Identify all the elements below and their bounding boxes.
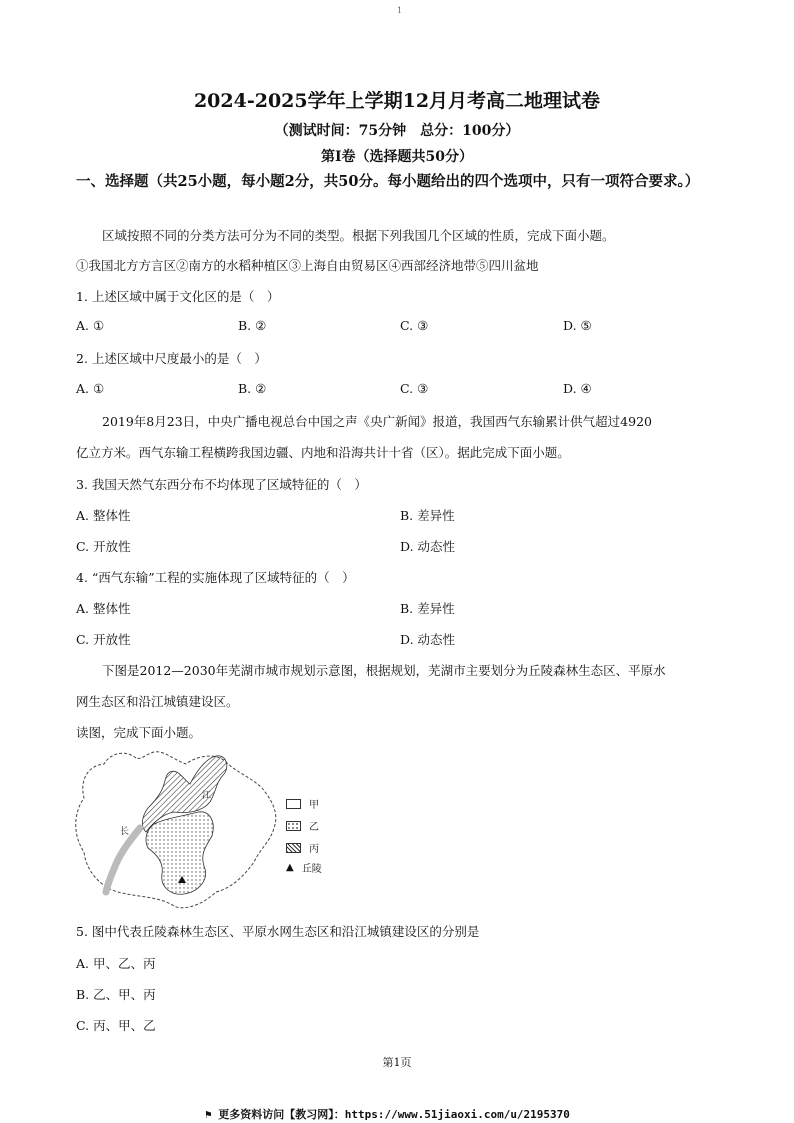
question-5-option-c[interactable]: C. 丙、甲、乙: [76, 1018, 156, 1033]
legend-swatch-hatched: [286, 843, 301, 853]
legend-label: 丘陵: [301, 864, 322, 875]
question-2-option-c[interactable]: C. ③: [400, 381, 429, 396]
question-2-option-d[interactable]: D. ④: [563, 381, 592, 396]
question-1-option-a[interactable]: A. ①: [76, 318, 105, 333]
question-3-stem: 3. 我国天然气东西分布不均体现了区域特征的（ ）: [76, 477, 367, 492]
question-3-option-d[interactable]: D. 动态性: [400, 539, 456, 554]
page-top-mark: 1: [397, 6, 403, 15]
footer-link-text[interactable]: 更多资料访问【教习网】：https://www.51jiaoxi.com/u/2195370: [218, 1108, 570, 1121]
legend-item-bing: [286, 840, 319, 855]
question-2-option-a[interactable]: A. ①: [76, 381, 105, 396]
yangtze-river: [106, 828, 140, 892]
question-1-option-c[interactable]: C. ③: [400, 318, 429, 333]
legend-item-jia: [286, 796, 319, 811]
question-4-option-d[interactable]: D. 动态性: [400, 632, 456, 647]
question-4-option-a[interactable]: A. 整体性: [76, 601, 131, 616]
question-5-option-b[interactable]: B. 乙、甲、丙: [76, 987, 156, 1002]
question-5-option-a[interactable]: A. 甲、乙、丙: [76, 956, 156, 971]
regions-list: ①我国北方方言区②南方的水稻种植区③上海自由贸易区④西部经济地带⑤四川盆地: [76, 258, 539, 273]
legend-swatch-blank: [286, 799, 301, 809]
question-4-option-c[interactable]: C. 开放性: [76, 632, 131, 647]
intro-paragraph-2-line-2: 亿立方米。西气东输工程横跨我国边疆、内地和沿海共计十省（区）。据此完成下面小题。: [76, 445, 570, 460]
intro-paragraph-3-line-1: 下图是2012—2030年芜湖市城市规划示意图，根据规划，芜湖市主要划分为丘陵森林生态区、平原水: [102, 663, 666, 678]
legend-label: 乙: [309, 822, 319, 833]
legend-item-hill: [286, 860, 322, 875]
legend-label: 甲: [309, 800, 319, 811]
question-2-stem: 2. 上述区域中尺度最小的是（ ）: [76, 351, 267, 366]
exam-title: 2024-2025学年上学期12月月考高二地理试卷: [193, 90, 601, 112]
intro-paragraph-1: 区域按照不同的分类方法可分为不同的类型。根据下列我国几个区域的性质，完成下面小题。: [102, 228, 615, 243]
page-number: 第1页: [382, 1056, 412, 1069]
question-3-option-b[interactable]: B. 差异性: [400, 508, 455, 523]
river-label-jiang: 江: [202, 791, 212, 801]
instructions: 一、选择题（共25小题，每小题2分，共50分。每小题给出的四个选项中，只有一项符合要求。）: [76, 173, 700, 190]
intro-paragraph-3-line-2: 网生态区和沿江城镇建设区。: [76, 694, 239, 709]
question-1-stem: 1. 上述区域中属于文化区的是（ ）: [76, 289, 280, 304]
question-3-option-c[interactable]: C. 开放性: [76, 539, 131, 554]
footer-link[interactable]: [205, 1106, 570, 1122]
wuhu-planning-map: [66, 742, 366, 912]
question-2-option-b[interactable]: B. ②: [238, 381, 267, 396]
legend-label: 丙: [309, 844, 319, 855]
question-5-stem: 5. 图中代表丘陵森林生态区、平原水网生态区和沿江城镇建设区的分别是: [76, 924, 480, 939]
question-1-option-d[interactable]: D. ⑤: [563, 318, 592, 333]
legend-item-yi: [286, 818, 319, 833]
river-label-chang: 长: [120, 827, 130, 837]
exam-subtitle: （测试时间：75分钟 总分：100分）: [274, 123, 520, 139]
read-map-instruction: 读图，完成下面小题。: [76, 725, 202, 740]
question-4-stem: 4. “西气东输”工程的实施体现了区域特征的（ ）: [76, 570, 355, 585]
legend-swatch-dotted: [286, 821, 301, 831]
flag-icon: ⚑: [205, 1108, 219, 1121]
triangle-icon: ▲: [286, 862, 294, 873]
question-1-option-b[interactable]: B. ②: [238, 318, 267, 333]
section-heading: 第Ⅰ卷（选择题共50分）: [320, 149, 474, 165]
question-4-option-b[interactable]: B. 差异性: [400, 601, 455, 616]
question-3-option-a[interactable]: A. 整体性: [76, 508, 131, 523]
intro-paragraph-2-line-1: 2019年8月23日，中央广播电视总台中国之声《央广新闻》报道，我国西气东输累计供气超过4920: [102, 414, 652, 429]
